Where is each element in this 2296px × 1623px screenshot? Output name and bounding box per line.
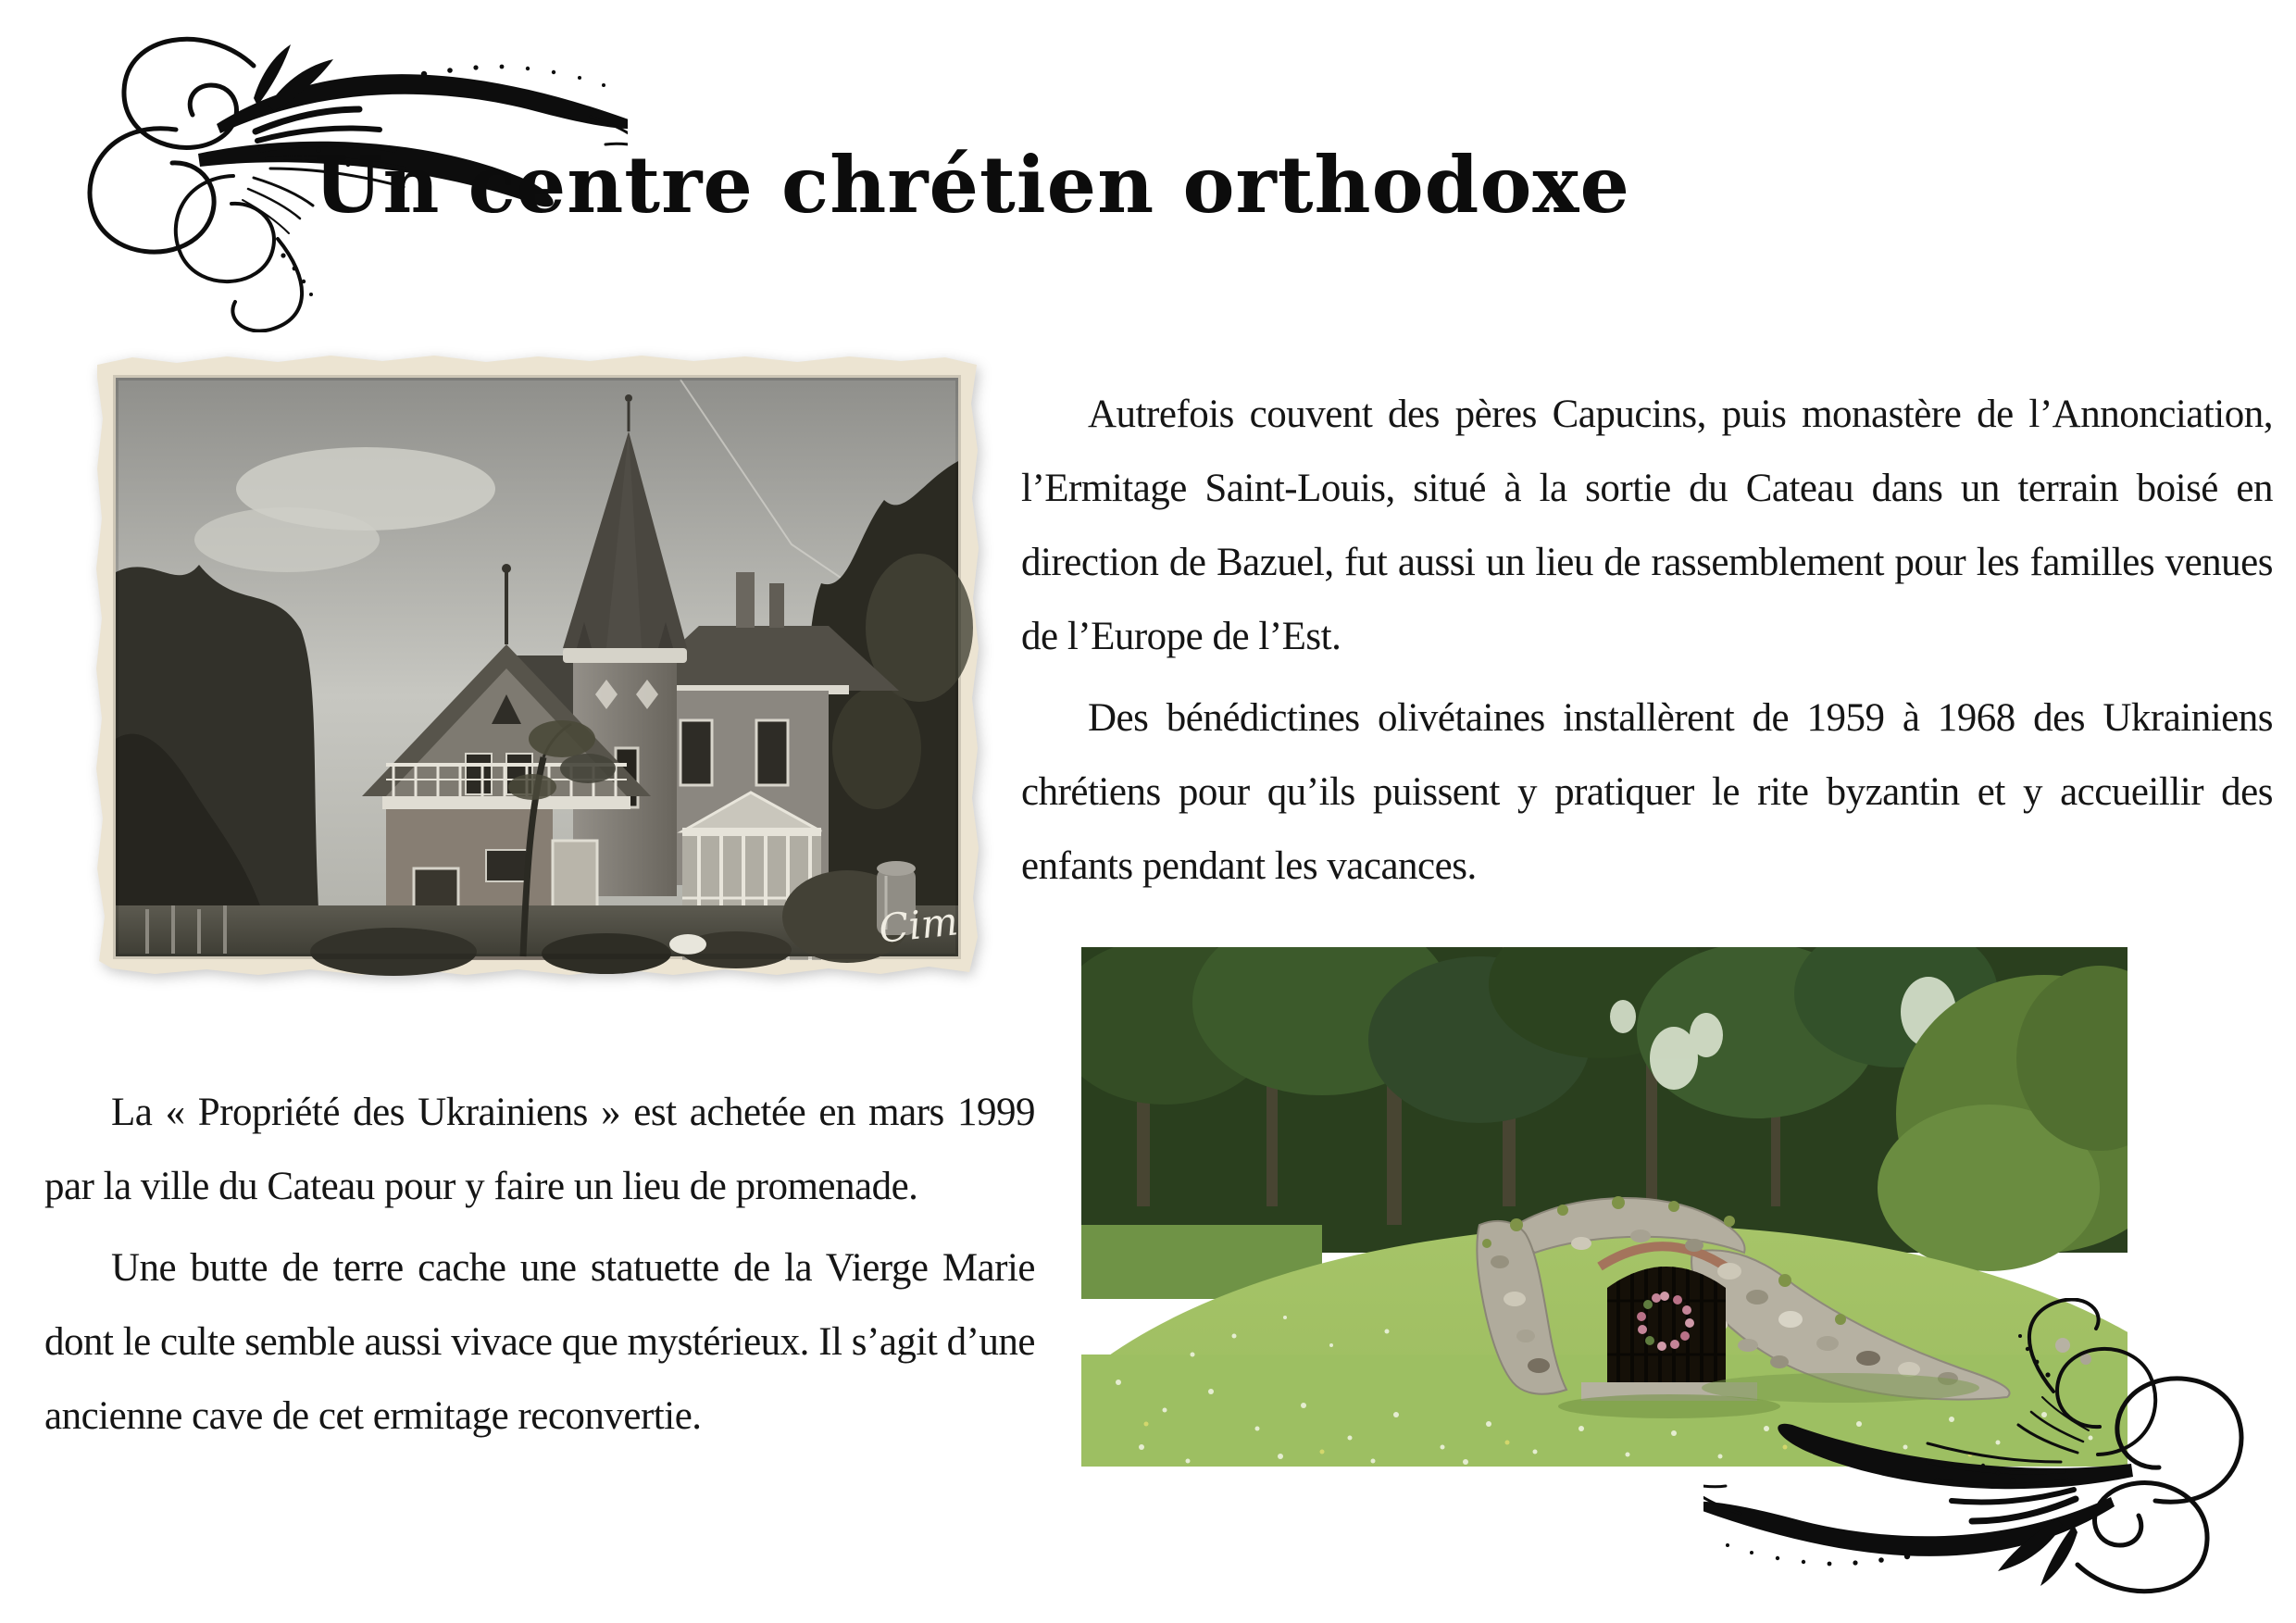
page-title: Un centre chrétien orthodoxe <box>314 139 1630 231</box>
postcard-photo <box>88 350 986 984</box>
corner-flourish-bottom-right-ornament <box>1703 1298 2296 1617</box>
paragraph-statue: Une butte de terre cache une statuette de la Vierge Marie dont le culte semble aussi vivace que mystérieux. Il s’agit d’une ancienne cave de cet ermitage reconvertie. <box>44 1246 1035 1438</box>
photographer-signature: Cim <box>876 898 960 952</box>
postcard-illustration <box>88 350 986 984</box>
paragraph-purchase: La « Propriété des Ukrainiens » est achetée en mars 1999 par la ville du Cateau pour y faire un lieu de promenade. <box>44 1091 1035 1208</box>
postcard-scene <box>116 378 973 976</box>
text-column-left <box>44 1076 1035 1454</box>
white-goose <box>669 934 706 955</box>
text-column-right <box>1021 378 2273 904</box>
paragraph-history-2: Des bénédictines olivétaines installèrent de 1959 à 1968 des Ukrainiens chrétiens pour qu’ils puissent y pratiquer le rite byzantin et y accueillir des enfants pendant les vacances. <box>1021 696 2273 888</box>
paragraph-history-1: Autrefois couvent des pères Capucins, puis monastère de l’Annonciation, l’Ermitage Saint-Louis, situé à la sortie du Cateau dans un terrain boisé en direction de Bazuel, fut aussi un lieu de rassemblement pour les familles venues de l’Europe de l’Est. <box>1021 393 2273 658</box>
